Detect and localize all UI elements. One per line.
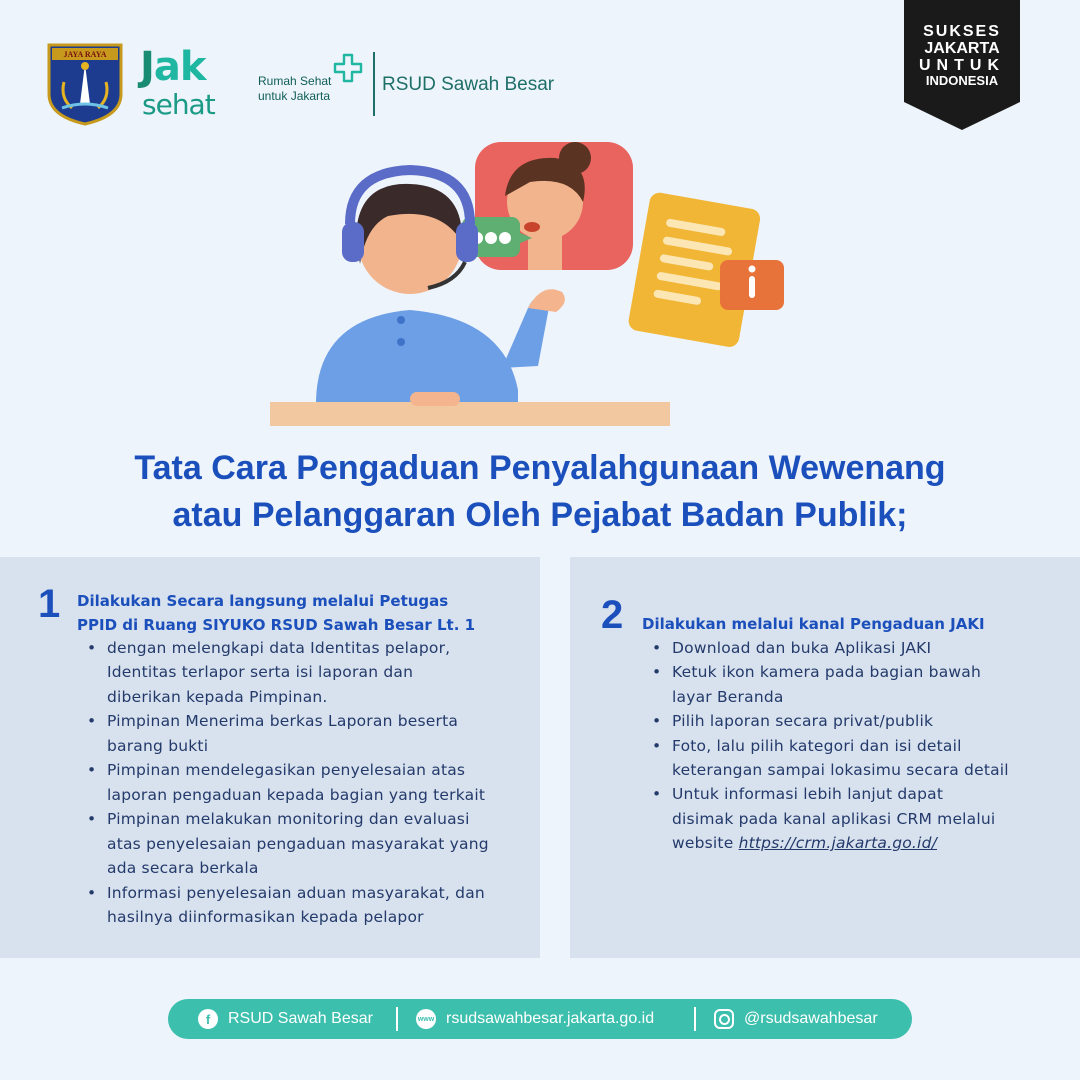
footer-bar [168, 999, 912, 1039]
badge-line-4: INDONESIA [925, 73, 999, 88]
list-item-line: laporan pengaduan kepada bagian yang terkait [107, 785, 486, 804]
step-1-list [77, 636, 527, 930]
website-prefix: website [672, 834, 739, 853]
crest-motto: JAYA RAYA [63, 50, 107, 59]
list-item [642, 782, 1072, 855]
step-2-list [642, 636, 1072, 856]
crm-link[interactable]: https://crm.jakarta.go.id/ [738, 834, 938, 853]
globe-icon: www [416, 1009, 436, 1029]
step-heading-1 [77, 589, 527, 637]
list-item-line: atas penyelesaian pengaduan masyarakat yang [107, 834, 489, 853]
list-item [642, 709, 1072, 733]
list-item [77, 881, 527, 930]
list-item-line: • Ketuk ikon kamera pada bagian bawah [672, 663, 982, 682]
method-panel-1 [0, 557, 540, 958]
list-item-line: ada secara berkala [107, 859, 259, 878]
footer-website[interactable] [416, 999, 654, 1039]
rumah-sehat-line-2: untuk Jakarta [258, 89, 331, 103]
list-item-line: • Pimpinan melakukan monitoring dan evaluasi [107, 810, 470, 829]
step-heading-2: Dilakukan melalui kanal Pengaduan JAKI [642, 615, 985, 633]
badge-line-1: SUKSES [923, 23, 1001, 40]
list-item [77, 636, 527, 709]
info-icon [720, 260, 784, 310]
list-item-line: layar Beranda [672, 687, 784, 706]
list-item-line: hasilnya diinformasikan kepada pelapor [107, 908, 424, 927]
footer-facebook[interactable] [198, 999, 373, 1039]
customer-service-illustration [270, 132, 790, 430]
list-item [642, 636, 1072, 660]
instagram-icon [714, 1009, 734, 1029]
footer-divider [694, 1007, 696, 1031]
facebook-icon: f [198, 1009, 218, 1029]
page-title [40, 445, 1040, 539]
list-item-line: barang bukti [107, 736, 209, 755]
list-item-line: • dengan melengkapi data Identitas pelapor, [107, 639, 451, 657]
list-item-line: • Informasi penyelesaian aduan masyarakat, dan [107, 883, 485, 902]
rumah-sehat-tagline [258, 74, 331, 104]
hospital-name: RSUD Sawah Besar [382, 74, 555, 95]
list-item [77, 709, 527, 758]
step-heading-1-line-2: PPID di Ruang SIYUKO RSUD Sawah Besar Lt. 1 [77, 616, 476, 634]
rumah-sehat-line-1: Rumah Sehat [258, 74, 332, 88]
list-item-line: • Pilih laporan secara privat/publik [672, 712, 934, 731]
website-label: rsudsawahbesar.jakarta.go.id [446, 1010, 655, 1027]
list-item-line: • Foto, lalu pilih kategori dan isi detail [672, 736, 962, 755]
list-item [642, 660, 1072, 709]
list-item-line: Identitas terlapor serta isi laporan dan [107, 663, 414, 682]
list-item-line: disimak pada kanal aplikasi CRM melalui [672, 809, 996, 828]
badge-line-3: UNTUK [919, 57, 1005, 74]
footer-instagram[interactable] [714, 999, 878, 1039]
footer-divider [396, 1007, 398, 1031]
list-item-line: diberikan kepada Pimpinan. [107, 687, 328, 706]
method-panel-2 [570, 557, 1080, 958]
list-item [642, 734, 1072, 783]
badge-line-2: JAKARTA [924, 40, 1000, 57]
jaksehat-logo [140, 44, 244, 124]
sukses-jakarta-badge [904, 0, 1020, 130]
list-item-line: • Pimpinan Menerima berkas Laporan beserta [107, 712, 459, 731]
facebook-label: RSUD Sawah Besar [228, 1010, 373, 1027]
jak-wordmark: Jak [140, 44, 206, 90]
header-divider [373, 52, 375, 116]
step-number-2: 2 [601, 593, 624, 637]
title-line-2: atau Pelanggaran Oleh Pejabat Badan Publik; [172, 496, 908, 534]
step-number-1: 1 [38, 582, 61, 626]
list-item-line: • Untuk informasi lebih lanjut dapat [672, 785, 944, 804]
health-plus-icon [332, 52, 364, 84]
list-item-line: • Pimpinan mendelegasikan penyelesaian atas [107, 761, 466, 780]
list-item-line: keterangan sampai lokasimu secara detail [672, 761, 1009, 780]
list-item-line: • Download dan buka Aplikasi JAKI [672, 639, 932, 657]
desk [270, 402, 670, 426]
sehat-wordmark: sehat [142, 88, 215, 121]
instagram-label: @rsudsawahbesar [744, 1010, 878, 1027]
jakarta-crest-logo [46, 42, 124, 126]
list-item-line [672, 831, 1072, 855]
list-item [77, 758, 527, 807]
list-item [77, 807, 527, 880]
step-heading-1-line-1: Dilakukan Secara langsung melalui Petugas [77, 592, 449, 610]
title-line-1: Tata Cara Pengaduan Penyalahgunaan Wewenang [134, 449, 946, 487]
